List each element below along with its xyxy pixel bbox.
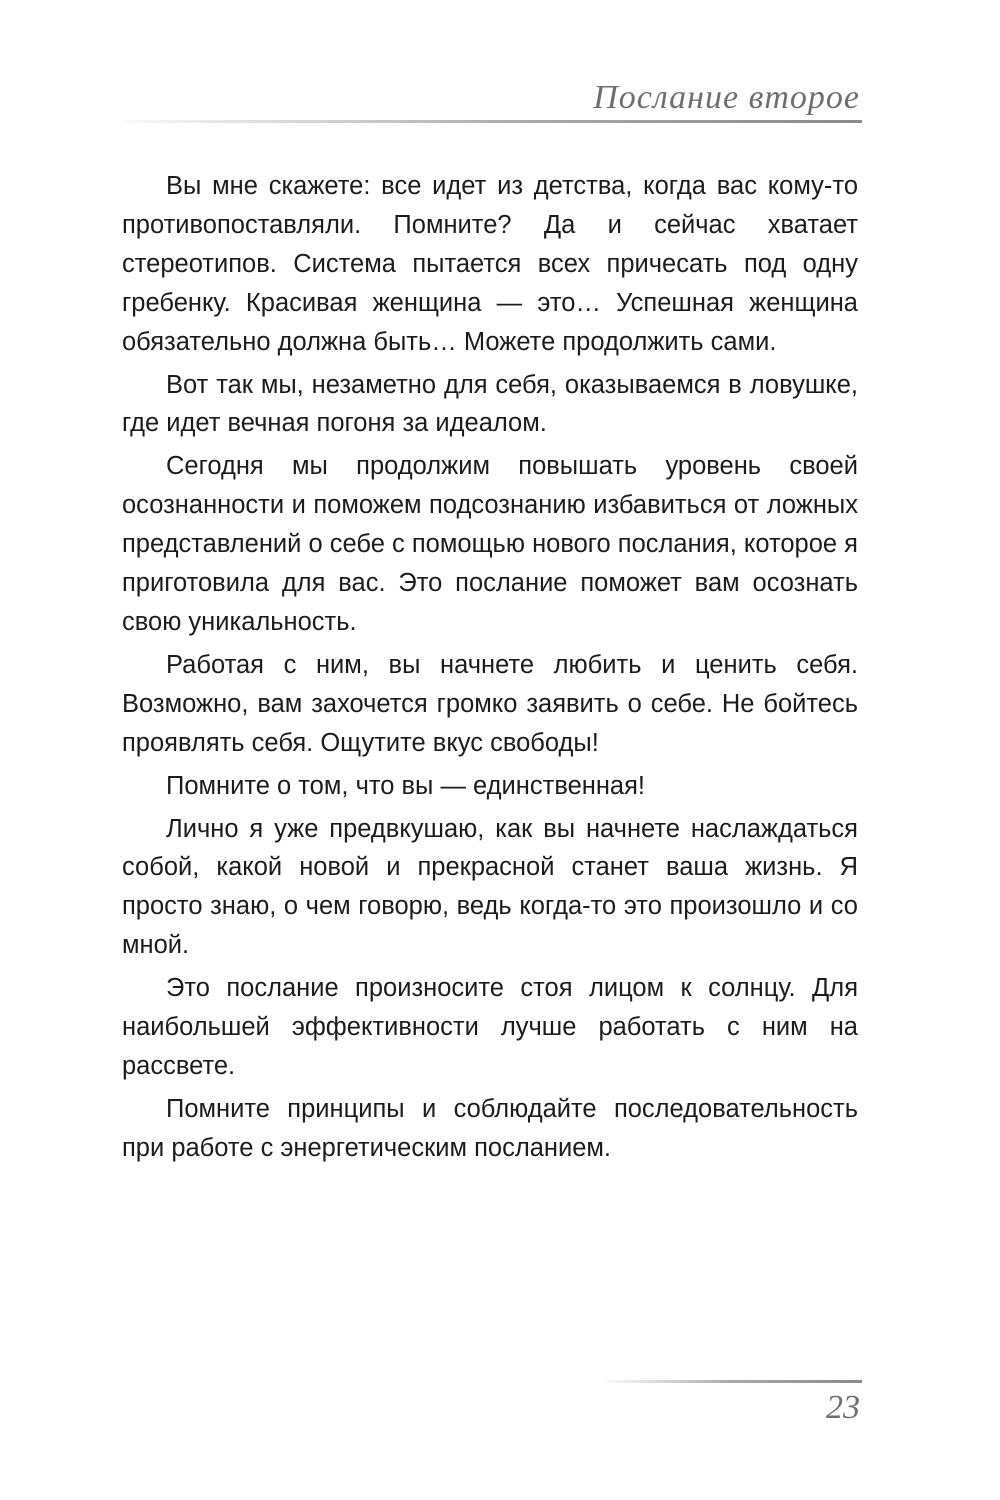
footer-divider [606, 1380, 862, 1383]
running-header-title: Послание второе [593, 79, 860, 116]
paragraph: Это послание произносите стоя лицом к солнцу. Для наибольшей эффективности лучше работать с ним на рассвете. [122, 974, 858, 1080]
paragraph: Помните принципы и соблюдайте последовательность при работе с энергетическим посланием. [122, 1094, 858, 1162]
paragraph: Вот так мы, незаметно для себя, оказываемся в ловушке, где идет вечная погоня за идеалом. [122, 370, 858, 438]
paragraph: Лично я уже предвкушаю, как вы начнете наслаждаться собой, какой новой и прекрасной станет ваша жизнь. Я просто знаю, о чем говорю, ведь когда-то это произошло и со мной. [122, 814, 858, 960]
body-text [122, 167, 858, 1172]
paragraph: Сегодня мы продолжим повышать уровень своей осознанности и поможем подсознанию избавиться от ложных представлений о себе с помощью нового послания, которое я приготовила для вас. Это послание поможет вам осознать свою уникальность. [122, 452, 858, 636]
header-divider [122, 120, 862, 123]
paragraph: Работая с ним, вы начнете любить и ценить себя. Возможно, вам захочется громко заявить о себе. Не бойтесь проявлять себя. Ощутите вкус свободы! [122, 650, 858, 757]
paragraph: Вы мне скажете: все идет из детства, когда вас кому-то противопоставляли. Помните? Да и сейчас хватает стереотипов. Система пытается всех причесать под одну гребенку. Красивая женщина — это… Успешная женщина обязательно должна быть… Можете продолжить сами. [122, 172, 858, 356]
paragraph: Помните о том, что вы — единственная! [166, 771, 645, 800]
page-number: 23 [826, 1389, 860, 1426]
